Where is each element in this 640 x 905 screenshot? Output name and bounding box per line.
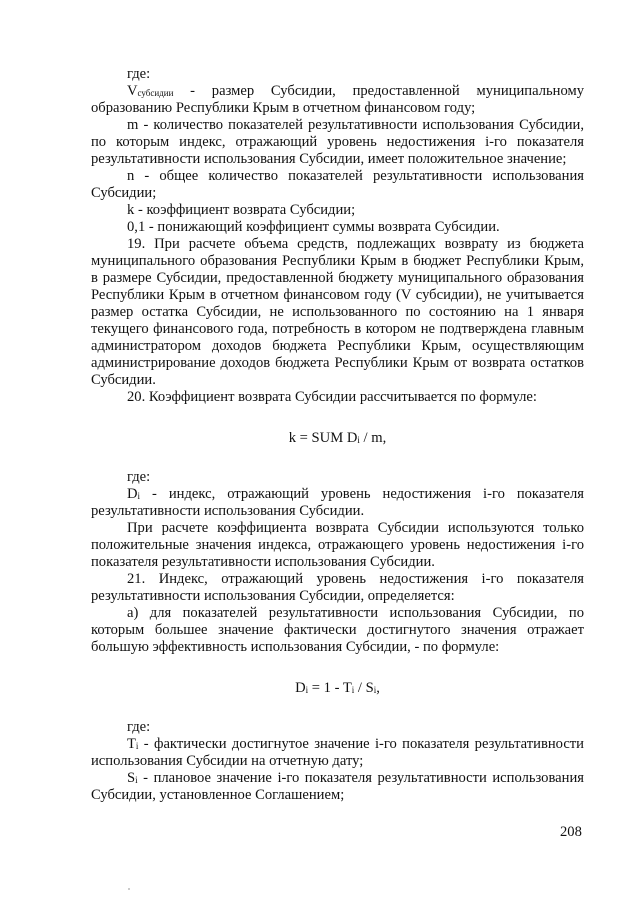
positive-values-note: При расчете коэффициента возврата Субсидии используются только положительные значения индекса, отражающего уровень недостижения i-го показателя результативности использования Субсидии. xyxy=(91,520,584,570)
definition-d-text: - индекс, отражающий уровень недостижения i-го показателя результативности использования Субсидии. xyxy=(91,486,584,519)
definition-v-text: - размер Субсидии, предоставленной муниципальному образованию Республики Крым в отчетном финансовом году; xyxy=(91,83,584,116)
symbol-t: T xyxy=(127,736,136,752)
formula-d xyxy=(91,680,584,697)
definition-v-subsidy xyxy=(91,83,584,117)
symbol-v: V xyxy=(127,83,138,99)
where-label: где: xyxy=(127,719,151,735)
paragraph-20: 20. Коэффициент возврата Субсидии рассчитывается по формуле: xyxy=(127,389,537,405)
formula-d-subscript: i xyxy=(305,685,309,695)
formula-k-part: k = SUM D xyxy=(288,430,358,446)
definition-t xyxy=(91,736,584,770)
formula-d-subscript: i xyxy=(373,685,377,695)
symbol-t-subscript: i xyxy=(135,741,139,751)
formula-k-subscript: i xyxy=(357,435,360,445)
formula-d-part: , xyxy=(376,680,380,696)
spacer xyxy=(91,447,584,469)
scan-speck xyxy=(128,888,130,890)
formula-d-part: D xyxy=(295,680,306,696)
paragraph-21a: а) для показателей результативности использования Субсидии, по которым большее значение фактически достигнутого значения отражает большую эффективность использования Субсидии, - по формуле: xyxy=(91,605,584,655)
formula-k-part: / m, xyxy=(359,430,387,446)
document-body xyxy=(91,66,584,804)
symbol-d-subscript: i xyxy=(137,491,141,501)
spacer xyxy=(91,656,584,680)
formula-k xyxy=(91,430,584,447)
page-number: 208 xyxy=(560,824,582,840)
definition-d xyxy=(91,486,584,520)
spacer xyxy=(91,406,584,430)
formula-d-subscript: i xyxy=(351,685,355,695)
formula-d-part: / S xyxy=(354,680,374,696)
symbol-v-subscript: субсидии xyxy=(137,88,174,98)
paragraph-21: 21. Индекс, отражающий уровень недостижения i-го показателя результативности использования Субсидии, определяется: xyxy=(91,571,584,604)
definition-k: k - коэффициент возврата Субсидии; xyxy=(127,202,356,218)
paragraph-19: 19. При расчете объема средств, подлежащих возврату из бюджета муниципального образования Республики Крым в бюджет Республики Крым, в размере Субсидии, предоставленной бюджету муниципального образования Республики Крым в отчетном финансовом году (V субсидии), не учитывается размер остатка Субсидии, не использованного по состоянию на 1 января текущего финансового года, потребность в котором не подтверждена главным администратором доходов бюджета Республики Крым, осуществляющим администрирование доходов бюджета Республики Крым от возврата остатков Субсидии. xyxy=(91,236,584,388)
symbol-d: D xyxy=(127,486,138,502)
definition-m: m - количество показателей результативности использования Субсидии, по которым индекс, отражающий уровень недостижения i-го показателя результативности использования Субсидии, имеет положительное значение; xyxy=(91,117,584,167)
definition-coefficient: 0,1 - понижающий коэффициент суммы возврата Субсидии. xyxy=(127,219,500,235)
symbol-s: S xyxy=(127,770,136,786)
where-label: где: xyxy=(127,66,151,82)
formula-d-part: = 1 - T xyxy=(308,680,352,696)
definition-s-text: - плановое значение i-го показателя результативности использования Субсидии, установленное Соглашением; xyxy=(91,770,584,803)
spacer xyxy=(91,697,584,719)
definition-t-text: - фактически достигнутое значение i-го показателя результативности использования Субсидии на отчетную дату; xyxy=(91,736,584,769)
definition-s xyxy=(91,770,584,804)
symbol-s-subscript: i xyxy=(135,775,138,785)
definition-n: n - общее количество показателей результативности использования Субсидии; xyxy=(91,168,584,201)
where-label: где: xyxy=(127,469,151,485)
